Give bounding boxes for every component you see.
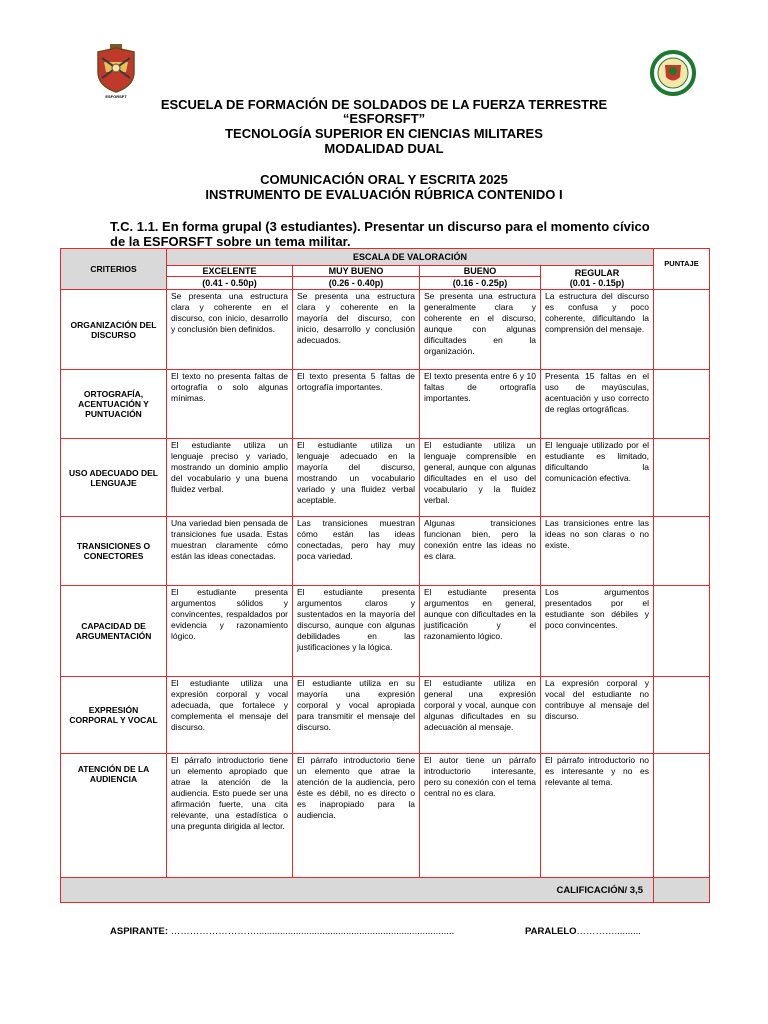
task-line-2: de la ESFORSFT sobre un tema militar. xyxy=(110,234,351,249)
level-name-excelente: EXCELENTE xyxy=(167,266,293,277)
aspirante-label: ASPIRANTE: xyxy=(110,926,169,937)
paralelo-field[interactable] xyxy=(525,926,641,937)
calificacion-value-cell[interactable] xyxy=(654,878,710,903)
cell-muy-bueno: El párrafo introductorio tiene un elemento que atrae la atención de la audiencia, pero éste es débil, no es directo o es inapropiado para la audiencia. xyxy=(293,754,420,878)
crest-caption: ESFORSFT xyxy=(105,94,127,99)
cell-regular: El lenguaje utilizado por el estudiante es limitado, dificultando la comunicación efectiva. xyxy=(541,439,654,517)
criterio-label: ORGANIZACIÓN DEL DISCURSO xyxy=(61,290,167,370)
level-name-regular: REGULAR xyxy=(574,267,620,278)
aspirante-dots: ………………………........................................................................... xyxy=(170,926,455,937)
cell-regular: Las transiciones entre las ideas no son claras o no existe. xyxy=(541,517,654,586)
puntaje-cell[interactable] xyxy=(654,370,710,439)
paralelo-dots: ………….......... xyxy=(576,926,641,937)
school-name-line-1: ESCUELA DE FORMACIÓN DE SOLDADOS DE LA FUERZA TERRESTRE xyxy=(160,97,608,112)
cell-muy-bueno: Se presenta una estructura clara y coherente en la mayoría del discurso, con inicio, desarrollo y conclusión adecuados. xyxy=(293,290,420,370)
cell-muy-bueno: El estudiante utiliza un lenguaje adecuado en la mayoría del discurso, mostrando un vocabulario variado y una fluidez verbal aceptable. xyxy=(293,439,420,517)
cell-excelente: Se presenta una estructura clara y coherente en el discurso, con inicio, desarrollo y conclusión bien definidos. xyxy=(167,290,293,370)
cell-excelente: El párrafo introductorio tiene un elemento apropiado que atrae la atención de la audiencia. Esto puede ser una afirmación fuerte, una cita relevante, una estadística o una pregunta dirigida al lector. xyxy=(167,754,293,878)
table-row xyxy=(61,517,710,586)
calificacion-label: CALIFICACIÓN/ 3,5 xyxy=(61,878,654,903)
aspirante-field[interactable] xyxy=(110,926,454,937)
table-row xyxy=(61,370,710,439)
scale-header: ESCALA DE VALORACIÓN xyxy=(167,249,654,266)
puntaje-cell[interactable] xyxy=(654,439,710,517)
table-row xyxy=(61,677,710,754)
cell-excelente: El estudiante presenta argumentos sólidos y convincentes, respaldados por evidencia y razonamiento lógico. xyxy=(167,586,293,677)
cell-excelente: Una variedad bien pensada de transiciones fue usada. Estas muestran claramente cómo están las ideas conectadas. xyxy=(167,517,293,586)
cell-bueno: El estudiante utiliza un lenguaje comprensible en general, aunque con algunas dificultades en el uso del vocabulario y la fluidez verbal. xyxy=(420,439,541,517)
puntaje-cell[interactable] xyxy=(654,677,710,754)
institution-seal-logo xyxy=(648,50,698,96)
cell-bueno: Se presenta una estructura generalmente clara y coherente en el discurso, aunque con algunas dificultades en la organización. xyxy=(420,290,541,370)
task-line-1: T.C. 1.1. En forma grupal (3 estudiantes). Presentar un discurso para el momento cívico xyxy=(110,219,650,234)
criterio-label: ORTOGRAFÍA, ACENTUACIÓN Y PUNTUACIÓN xyxy=(61,370,167,439)
criterio-label: USO ADECUADO DEL LENGUAJE xyxy=(61,439,167,517)
cell-bueno: Algunas transiciones funcionan bien, pero la conexión entre las ideas no es clara. xyxy=(420,517,541,586)
program-name: TECNOLOGÍA SUPERIOR EN CIENCIAS MILITARES xyxy=(225,126,543,141)
cell-regular: La estructura del discurso es confusa y poco coherente, dificultando la comprensión del mensaje. xyxy=(541,290,654,370)
level-regular-header xyxy=(541,266,654,290)
puntaje-cell[interactable] xyxy=(654,586,710,677)
puntaje-cell[interactable] xyxy=(654,517,710,586)
cell-bueno: El estudiante presenta argumentos en general, aunque con dificultades en la justificación y el razonamiento lógico. xyxy=(420,586,541,677)
cell-regular: Los argumentos presentados por el estudiante son débiles y poco convincentes. xyxy=(541,586,654,677)
cell-excelente: El estudiante utiliza un lenguaje preciso y variado, mostrando un dominio amplio del vocabulario y una buena fluidez verbal. xyxy=(167,439,293,517)
cell-regular: Presenta 15 faltas en el uso de mayúsculas, acentuación y uso correcto de reglas ortográficas. xyxy=(541,370,654,439)
table-row xyxy=(61,586,710,677)
school-crest-logo xyxy=(90,42,142,94)
cell-excelente: El texto no presenta faltas de ortografía o solo algunas mínimas. xyxy=(167,370,293,439)
criterio-label: ATENCIÓN DE LA AUDIENCIA xyxy=(61,754,167,878)
paralelo-label: PARALELO xyxy=(525,926,577,937)
puntaje-cell[interactable] xyxy=(654,290,710,370)
cell-regular: El párrafo introductorio no es interesante y no es relevante al tema. xyxy=(541,754,654,878)
table-row xyxy=(61,754,710,878)
level-range-muy-bueno: (0.26 - 0.40p) xyxy=(293,277,420,290)
level-range-bueno: (0.16 - 0.25p) xyxy=(420,277,541,290)
level-range-regular: (0.01 - 0.15p) xyxy=(569,277,625,288)
cell-muy-bueno: Las transiciones muestran cómo están las ideas conectadas, pero hay muy poca variedad. xyxy=(293,517,420,586)
cell-excelente: El estudiante utiliza una expresión corporal y vocal adecuada, que fortalece y complementa el mensaje del discurso. xyxy=(167,677,293,754)
task-statement xyxy=(110,219,710,249)
course-title: COMUNICACIÓN ORAL Y ESCRITA 2025 xyxy=(260,172,508,187)
table-row xyxy=(61,290,710,370)
criterios-header: CRITERIOS xyxy=(61,249,167,290)
cell-regular: La expresión corporal y vocal del estudiante no contribuye al mensaje del discurso. xyxy=(541,677,654,754)
school-acronym: “ESFORSFT” xyxy=(342,111,426,126)
cell-bueno: El autor tiene un párrafo introductorio interesante, pero su conexión con el tema central no es clara. xyxy=(420,754,541,878)
table-row xyxy=(61,439,710,517)
cell-muy-bueno: El texto presenta 5 faltas de ortografía importantes. xyxy=(293,370,420,439)
puntaje-header: PUNTAJE xyxy=(654,249,710,290)
cell-bueno: El estudiante utiliza en general una expresión corporal y vocal, aunque con algunas dificultades en su adecuación al mensaje. xyxy=(420,677,541,754)
cell-muy-bueno: El estudiante presenta argumentos claros y sustentados en la mayoría del discurso, aunque con algunas debilidades en las justificaciones y la lógica. xyxy=(293,586,420,677)
cell-muy-bueno: El estudiante utiliza en su mayoría una expresión corporal y vocal apropiada para transmitir el mensaje del discurso. xyxy=(293,677,420,754)
rubric-table xyxy=(60,248,710,903)
instrument-title: INSTRUMENTO DE EVALUACIÓN RÚBRICA CONTENIDO I xyxy=(205,187,563,202)
criterio-label: CAPACIDAD DE ARGUMENTACIÓN xyxy=(61,586,167,677)
puntaje-cell[interactable] xyxy=(654,754,710,878)
level-name-muy-bueno: MUY BUENO xyxy=(293,266,420,277)
criterio-label: TRANSICIONES O CONECTORES xyxy=(61,517,167,586)
level-range-excelente: (0.41 - 0.50p) xyxy=(167,277,293,290)
cell-bueno: El texto presenta entre 6 y 10 faltas de ortografía importantes. xyxy=(420,370,541,439)
program-modality: MODALIDAD DUAL xyxy=(324,141,444,156)
level-name-bueno: BUENO xyxy=(420,266,541,277)
criterio-label: EXPRESIÓN CORPORAL Y VOCAL xyxy=(61,677,167,754)
